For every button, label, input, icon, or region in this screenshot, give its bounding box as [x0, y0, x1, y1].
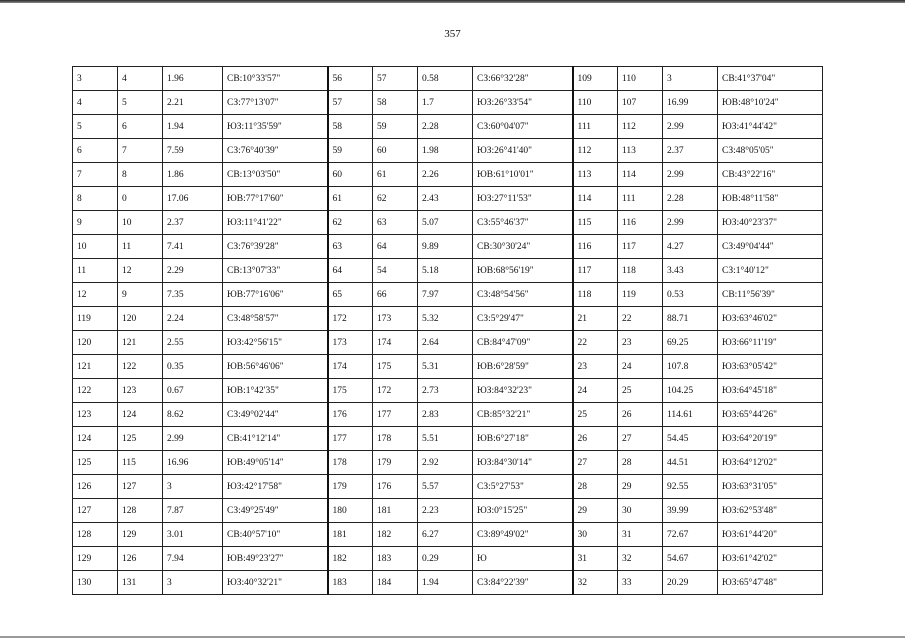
cell-to: 124	[118, 403, 163, 427]
cell-to: 9	[118, 283, 163, 307]
cell-length: 5.57	[418, 475, 473, 499]
cell-to: 172	[373, 379, 418, 403]
cell-to: 54	[373, 259, 418, 283]
cell-bearing: СЗ:66°32'28"	[473, 67, 573, 91]
cell-bearing: ЮВ:49°23'27"	[223, 547, 328, 571]
cell-to: 117	[618, 235, 663, 259]
cell-to: 8	[118, 163, 163, 187]
cell-bearing: ЮЗ:61°42'02"	[718, 547, 823, 571]
cell-bearing: СЗ:76°39'28"	[223, 235, 328, 259]
cell-to: 58	[373, 91, 418, 115]
cell-from: 182	[328, 547, 373, 571]
cell-to: 32	[618, 547, 663, 571]
table-row	[73, 451, 823, 475]
cell-to: 26	[618, 403, 663, 427]
cell-length: 107.8	[663, 355, 718, 379]
cell-bearing: СЗ:49°02'44"	[223, 403, 328, 427]
cell-length: 2.24	[163, 307, 223, 331]
cell-to: 27	[618, 427, 663, 451]
cell-from: 180	[328, 499, 373, 523]
cell-length: 17.06	[163, 187, 223, 211]
table-row	[73, 211, 823, 235]
cell-length: 3.01	[163, 523, 223, 547]
cell-bearing: СВ:10°33'57"	[223, 67, 328, 91]
cell-from: 27	[573, 451, 618, 475]
cell-length: 2.28	[663, 187, 718, 211]
cell-from: 10	[73, 235, 118, 259]
cell-length: 7.35	[163, 283, 223, 307]
cell-from: 23	[573, 355, 618, 379]
cell-to: 182	[373, 523, 418, 547]
cell-from: 172	[328, 307, 373, 331]
cell-to: 7	[118, 139, 163, 163]
cell-length: 5.07	[418, 211, 473, 235]
cell-bearing: СВ:84°47'09"	[473, 331, 573, 355]
cell-bearing: СЗ:77°13'07"	[223, 91, 328, 115]
cell-length: 2.37	[163, 211, 223, 235]
cell-to: 113	[618, 139, 663, 163]
table-row	[73, 67, 823, 91]
cell-to: 179	[373, 451, 418, 475]
cell-from: 175	[328, 379, 373, 403]
cell-to: 175	[373, 355, 418, 379]
cell-from: 109	[573, 67, 618, 91]
cell-from: 111	[573, 115, 618, 139]
cell-to: 116	[618, 211, 663, 235]
cell-to: 59	[373, 115, 418, 139]
cell-from: 179	[328, 475, 373, 499]
cell-from: 6	[73, 139, 118, 163]
cell-to: 120	[118, 307, 163, 331]
cell-from: 5	[73, 115, 118, 139]
table-row	[73, 571, 823, 595]
cell-length: 0.67	[163, 379, 223, 403]
cell-from: 176	[328, 403, 373, 427]
cell-length: 39.99	[663, 499, 718, 523]
cell-bearing: ЮВ:6°28'59"	[473, 355, 573, 379]
cell-to: 126	[118, 547, 163, 571]
cell-to: 115	[118, 451, 163, 475]
table-row	[73, 523, 823, 547]
cell-to: 125	[118, 427, 163, 451]
cell-from: 183	[328, 571, 373, 595]
cell-to: 57	[373, 67, 418, 91]
cell-to: 22	[618, 307, 663, 331]
cell-length: 3.43	[663, 259, 718, 283]
cell-from: 121	[73, 355, 118, 379]
cell-from: 130	[73, 571, 118, 595]
cell-to: 6	[118, 115, 163, 139]
cell-bearing: ЮЗ:42°56'15"	[223, 331, 328, 355]
cell-length: 0.58	[418, 67, 473, 91]
cell-to: 30	[618, 499, 663, 523]
cell-from: 31	[573, 547, 618, 571]
cell-from: 126	[73, 475, 118, 499]
cell-length: 0.29	[418, 547, 473, 571]
cell-length: 2.26	[418, 163, 473, 187]
cell-bearing: ЮЗ:40°32'21"	[223, 571, 328, 595]
cell-bearing: ЮЗ:64°45'18"	[718, 379, 823, 403]
cell-length: 54.67	[663, 547, 718, 571]
cell-bearing: ЮВ:77°17'60"	[223, 187, 328, 211]
cell-to: 174	[373, 331, 418, 355]
cell-to: 11	[118, 235, 163, 259]
cell-bearing: Ю	[473, 547, 573, 571]
cell-length: 88.71	[663, 307, 718, 331]
cell-from: 114	[573, 187, 618, 211]
cell-bearing: ЮЗ:63°46'02"	[718, 307, 823, 331]
cell-bearing: СВ:30°30'24"	[473, 235, 573, 259]
cell-length: 1.98	[418, 139, 473, 163]
cell-to: 123	[118, 379, 163, 403]
cell-from: 113	[573, 163, 618, 187]
cell-length: 2.23	[418, 499, 473, 523]
cell-bearing: ЮВ:6°27'18"	[473, 427, 573, 451]
cell-to: 112	[618, 115, 663, 139]
cell-bearing: ЮВ:48°10'24"	[718, 91, 823, 115]
cell-to: 181	[373, 499, 418, 523]
cell-length: 3	[663, 67, 718, 91]
cell-to: 114	[618, 163, 663, 187]
cell-bearing: ЮЗ:65°47'48"	[718, 571, 823, 595]
cell-length: 5.32	[418, 307, 473, 331]
cell-from: 173	[328, 331, 373, 355]
cell-bearing: СЗ:60°04'07"	[473, 115, 573, 139]
cell-to: 10	[118, 211, 163, 235]
cell-from: 127	[73, 499, 118, 523]
cell-length: 2.43	[418, 187, 473, 211]
cell-length: 2.99	[163, 427, 223, 451]
cell-to: 5	[118, 91, 163, 115]
cell-bearing: СВ:85°32'21"	[473, 403, 573, 427]
cell-to: 63	[373, 211, 418, 235]
table-row	[73, 235, 823, 259]
cell-length: 16.96	[163, 451, 223, 475]
cell-to: 4	[118, 67, 163, 91]
cell-bearing: СВ:43°22'16"	[718, 163, 823, 187]
cell-to: 127	[118, 475, 163, 499]
table-row	[73, 163, 823, 187]
cell-to: 107	[618, 91, 663, 115]
table-row	[73, 91, 823, 115]
cell-bearing: ЮВ:48°11'58"	[718, 187, 823, 211]
cell-length: 2.29	[163, 259, 223, 283]
cell-from: 178	[328, 451, 373, 475]
cell-bearing: ЮЗ:84°30'14"	[473, 451, 573, 475]
cell-length: 5.31	[418, 355, 473, 379]
table-row	[73, 187, 823, 211]
cell-from: 128	[73, 523, 118, 547]
cell-bearing: ЮЗ:63°05'42"	[718, 355, 823, 379]
cell-bearing: СЗ:89°49'02"	[473, 523, 573, 547]
cell-to: 64	[373, 235, 418, 259]
cell-bearing: СВ:41°37'04"	[718, 67, 823, 91]
scan-edge-bottom	[0, 636, 905, 638]
cell-bearing: ЮЗ:84°32'23"	[473, 379, 573, 403]
table-row	[73, 427, 823, 451]
cell-bearing: СВ:11°56'39"	[718, 283, 823, 307]
cell-bearing: СЗ:5°29'47"	[473, 307, 573, 331]
table-row	[73, 283, 823, 307]
cell-bearing: ЮЗ:40°23'37"	[718, 211, 823, 235]
cell-from: 120	[73, 331, 118, 355]
cell-length: 2.37	[663, 139, 718, 163]
cell-length: 104.25	[663, 379, 718, 403]
cell-bearing: ЮЗ:63°31'05"	[718, 475, 823, 499]
cell-from: 3	[73, 67, 118, 91]
bearing-table	[72, 66, 823, 595]
page-number: 357	[444, 28, 461, 40]
cell-to: 173	[373, 307, 418, 331]
cell-from: 61	[328, 187, 373, 211]
cell-from: 123	[73, 403, 118, 427]
cell-from: 122	[73, 379, 118, 403]
cell-to: 31	[618, 523, 663, 547]
cell-bearing: СВ:41°12'14"	[223, 427, 328, 451]
cell-to: 176	[373, 475, 418, 499]
cell-from: 11	[73, 259, 118, 283]
table-row	[73, 499, 823, 523]
cell-bearing: ЮЗ:62°53'48"	[718, 499, 823, 523]
cell-length: 1.94	[418, 571, 473, 595]
cell-length: 2.64	[418, 331, 473, 355]
cell-length: 1.86	[163, 163, 223, 187]
cell-length: 7.87	[163, 499, 223, 523]
table-row	[73, 115, 823, 139]
cell-from: 110	[573, 91, 618, 115]
cell-to: 12	[118, 259, 163, 283]
cell-to: 118	[618, 259, 663, 283]
cell-bearing: СЗ:48°05'05"	[718, 139, 823, 163]
cell-from: 125	[73, 451, 118, 475]
cell-from: 60	[328, 163, 373, 187]
cell-length: 2.73	[418, 379, 473, 403]
cell-bearing: СЗ:48°58'57"	[223, 307, 328, 331]
cell-length: 1.96	[163, 67, 223, 91]
cell-bearing: ЮЗ:41°44'42"	[718, 115, 823, 139]
cell-bearing: ЮЗ:66°11'19"	[718, 331, 823, 355]
table-row	[73, 475, 823, 499]
cell-to: 129	[118, 523, 163, 547]
cell-length: 3	[163, 571, 223, 595]
cell-from: 115	[573, 211, 618, 235]
cell-from: 59	[328, 139, 373, 163]
cell-from: 119	[73, 307, 118, 331]
cell-to: 119	[618, 283, 663, 307]
cell-from: 7	[73, 163, 118, 187]
cell-from: 174	[328, 355, 373, 379]
cell-to: 178	[373, 427, 418, 451]
cell-length: 2.83	[418, 403, 473, 427]
cell-length: 1.7	[418, 91, 473, 115]
cell-from: 26	[573, 427, 618, 451]
cell-length: 54.45	[663, 427, 718, 451]
cell-to: 62	[373, 187, 418, 211]
cell-length: 2.92	[418, 451, 473, 475]
cell-bearing: ЮЗ:11°41'22"	[223, 211, 328, 235]
cell-from: 124	[73, 427, 118, 451]
cell-from: 8	[73, 187, 118, 211]
cell-bearing: ЮЗ:64°12'02"	[718, 451, 823, 475]
cell-to: 28	[618, 451, 663, 475]
cell-to: 0	[118, 187, 163, 211]
cell-to: 111	[618, 187, 663, 211]
cell-from: 117	[573, 259, 618, 283]
cell-length: 7.94	[163, 547, 223, 571]
cell-bearing: ЮЗ:61°44'20"	[718, 523, 823, 547]
cell-to: 23	[618, 331, 663, 355]
cell-to: 122	[118, 355, 163, 379]
cell-bearing: ЮЗ:65°44'26"	[718, 403, 823, 427]
cell-to: 29	[618, 475, 663, 499]
cell-to: 184	[373, 571, 418, 595]
cell-from: 65	[328, 283, 373, 307]
cell-length: 2.99	[663, 163, 718, 187]
cell-bearing: СВ:13°03'50"	[223, 163, 328, 187]
cell-length: 69.25	[663, 331, 718, 355]
cell-from: 181	[328, 523, 373, 547]
cell-bearing: ЮЗ:42°17'58"	[223, 475, 328, 499]
cell-bearing: СЗ:48°54'56"	[473, 283, 573, 307]
cell-from: 58	[328, 115, 373, 139]
cell-from: 116	[573, 235, 618, 259]
cell-length: 72.67	[663, 523, 718, 547]
cell-to: 25	[618, 379, 663, 403]
cell-bearing: ЮЗ:27°11'53"	[473, 187, 573, 211]
table-row	[73, 259, 823, 283]
cell-bearing: ЮЗ:0°15'25"	[473, 499, 573, 523]
cell-length: 5.18	[418, 259, 473, 283]
table-row	[73, 355, 823, 379]
cell-length: 2.21	[163, 91, 223, 115]
cell-length: 9.89	[418, 235, 473, 259]
cell-from: 30	[573, 523, 618, 547]
cell-length: 4.27	[663, 235, 718, 259]
cell-length: 7.97	[418, 283, 473, 307]
cell-length: 3	[163, 475, 223, 499]
cell-bearing: ЮВ:56°46'06"	[223, 355, 328, 379]
cell-bearing: СЗ:76°40'39"	[223, 139, 328, 163]
table-row	[73, 547, 823, 571]
cell-length: 5.51	[418, 427, 473, 451]
cell-from: 29	[573, 499, 618, 523]
table-row	[73, 139, 823, 163]
cell-length: 2.55	[163, 331, 223, 355]
cell-bearing: ЮВ:68°56'19"	[473, 259, 573, 283]
cell-bearing: ЮВ:77°16'06"	[223, 283, 328, 307]
cell-bearing: ЮВ:49°05'14"	[223, 451, 328, 475]
cell-bearing: ЮЗ:26°33'54"	[473, 91, 573, 115]
cell-from: 56	[328, 67, 373, 91]
cell-from: 22	[573, 331, 618, 355]
cell-to: 66	[373, 283, 418, 307]
cell-length: 7.41	[163, 235, 223, 259]
cell-length: 0.53	[663, 283, 718, 307]
cell-length: 7.59	[163, 139, 223, 163]
cell-length: 16.99	[663, 91, 718, 115]
cell-length: 2.28	[418, 115, 473, 139]
cell-bearing: ЮВ:61°10'01"	[473, 163, 573, 187]
cell-from: 177	[328, 427, 373, 451]
cell-bearing: СВ:13°07'33"	[223, 259, 328, 283]
table-row	[73, 307, 823, 331]
cell-to: 121	[118, 331, 163, 355]
cell-length: 1.94	[163, 115, 223, 139]
cell-from: 57	[328, 91, 373, 115]
cell-bearing: СЗ:49°25'49"	[223, 499, 328, 523]
cell-bearing: ЮВ:1°42'35"	[223, 379, 328, 403]
cell-bearing: СЗ:55°46'37"	[473, 211, 573, 235]
cell-length: 2.99	[663, 211, 718, 235]
cell-bearing: ЮЗ:11°35'59"	[223, 115, 328, 139]
cell-from: 4	[73, 91, 118, 115]
cell-length: 44.51	[663, 451, 718, 475]
cell-from: 32	[573, 571, 618, 595]
cell-length: 92.55	[663, 475, 718, 499]
cell-from: 129	[73, 547, 118, 571]
cell-to: 61	[373, 163, 418, 187]
cell-bearing: СЗ:49°04'44"	[718, 235, 823, 259]
cell-bearing: ЮЗ:26°41'40"	[473, 139, 573, 163]
cell-from: 12	[73, 283, 118, 307]
cell-bearing: СЗ:84°22'39"	[473, 571, 573, 595]
cell-to: 183	[373, 547, 418, 571]
cell-from: 63	[328, 235, 373, 259]
cell-from: 64	[328, 259, 373, 283]
cell-to: 128	[118, 499, 163, 523]
cell-bearing: ЮЗ:64°20'19"	[718, 427, 823, 451]
cell-length: 0.35	[163, 355, 223, 379]
cell-to: 33	[618, 571, 663, 595]
cell-from: 24	[573, 379, 618, 403]
cell-from: 118	[573, 283, 618, 307]
table-row	[73, 403, 823, 427]
cell-to: 177	[373, 403, 418, 427]
cell-length: 2.99	[663, 115, 718, 139]
cell-from: 62	[328, 211, 373, 235]
cell-length: 114.61	[663, 403, 718, 427]
cell-length: 6.27	[418, 523, 473, 547]
scan-edge-top	[0, 0, 905, 3]
table-row	[73, 379, 823, 403]
cell-from: 25	[573, 403, 618, 427]
cell-from: 112	[573, 139, 618, 163]
cell-length: 20.29	[663, 571, 718, 595]
cell-from: 9	[73, 211, 118, 235]
cell-to: 110	[618, 67, 663, 91]
cell-bearing: СЗ:1°40'12"	[718, 259, 823, 283]
cell-from: 21	[573, 307, 618, 331]
cell-length: 8.62	[163, 403, 223, 427]
cell-bearing: СВ:40°57'10"	[223, 523, 328, 547]
cell-to: 131	[118, 571, 163, 595]
table-row	[73, 331, 823, 355]
cell-bearing: СЗ:5°27'53"	[473, 475, 573, 499]
cell-to: 60	[373, 139, 418, 163]
cell-from: 28	[573, 475, 618, 499]
cell-to: 24	[618, 355, 663, 379]
